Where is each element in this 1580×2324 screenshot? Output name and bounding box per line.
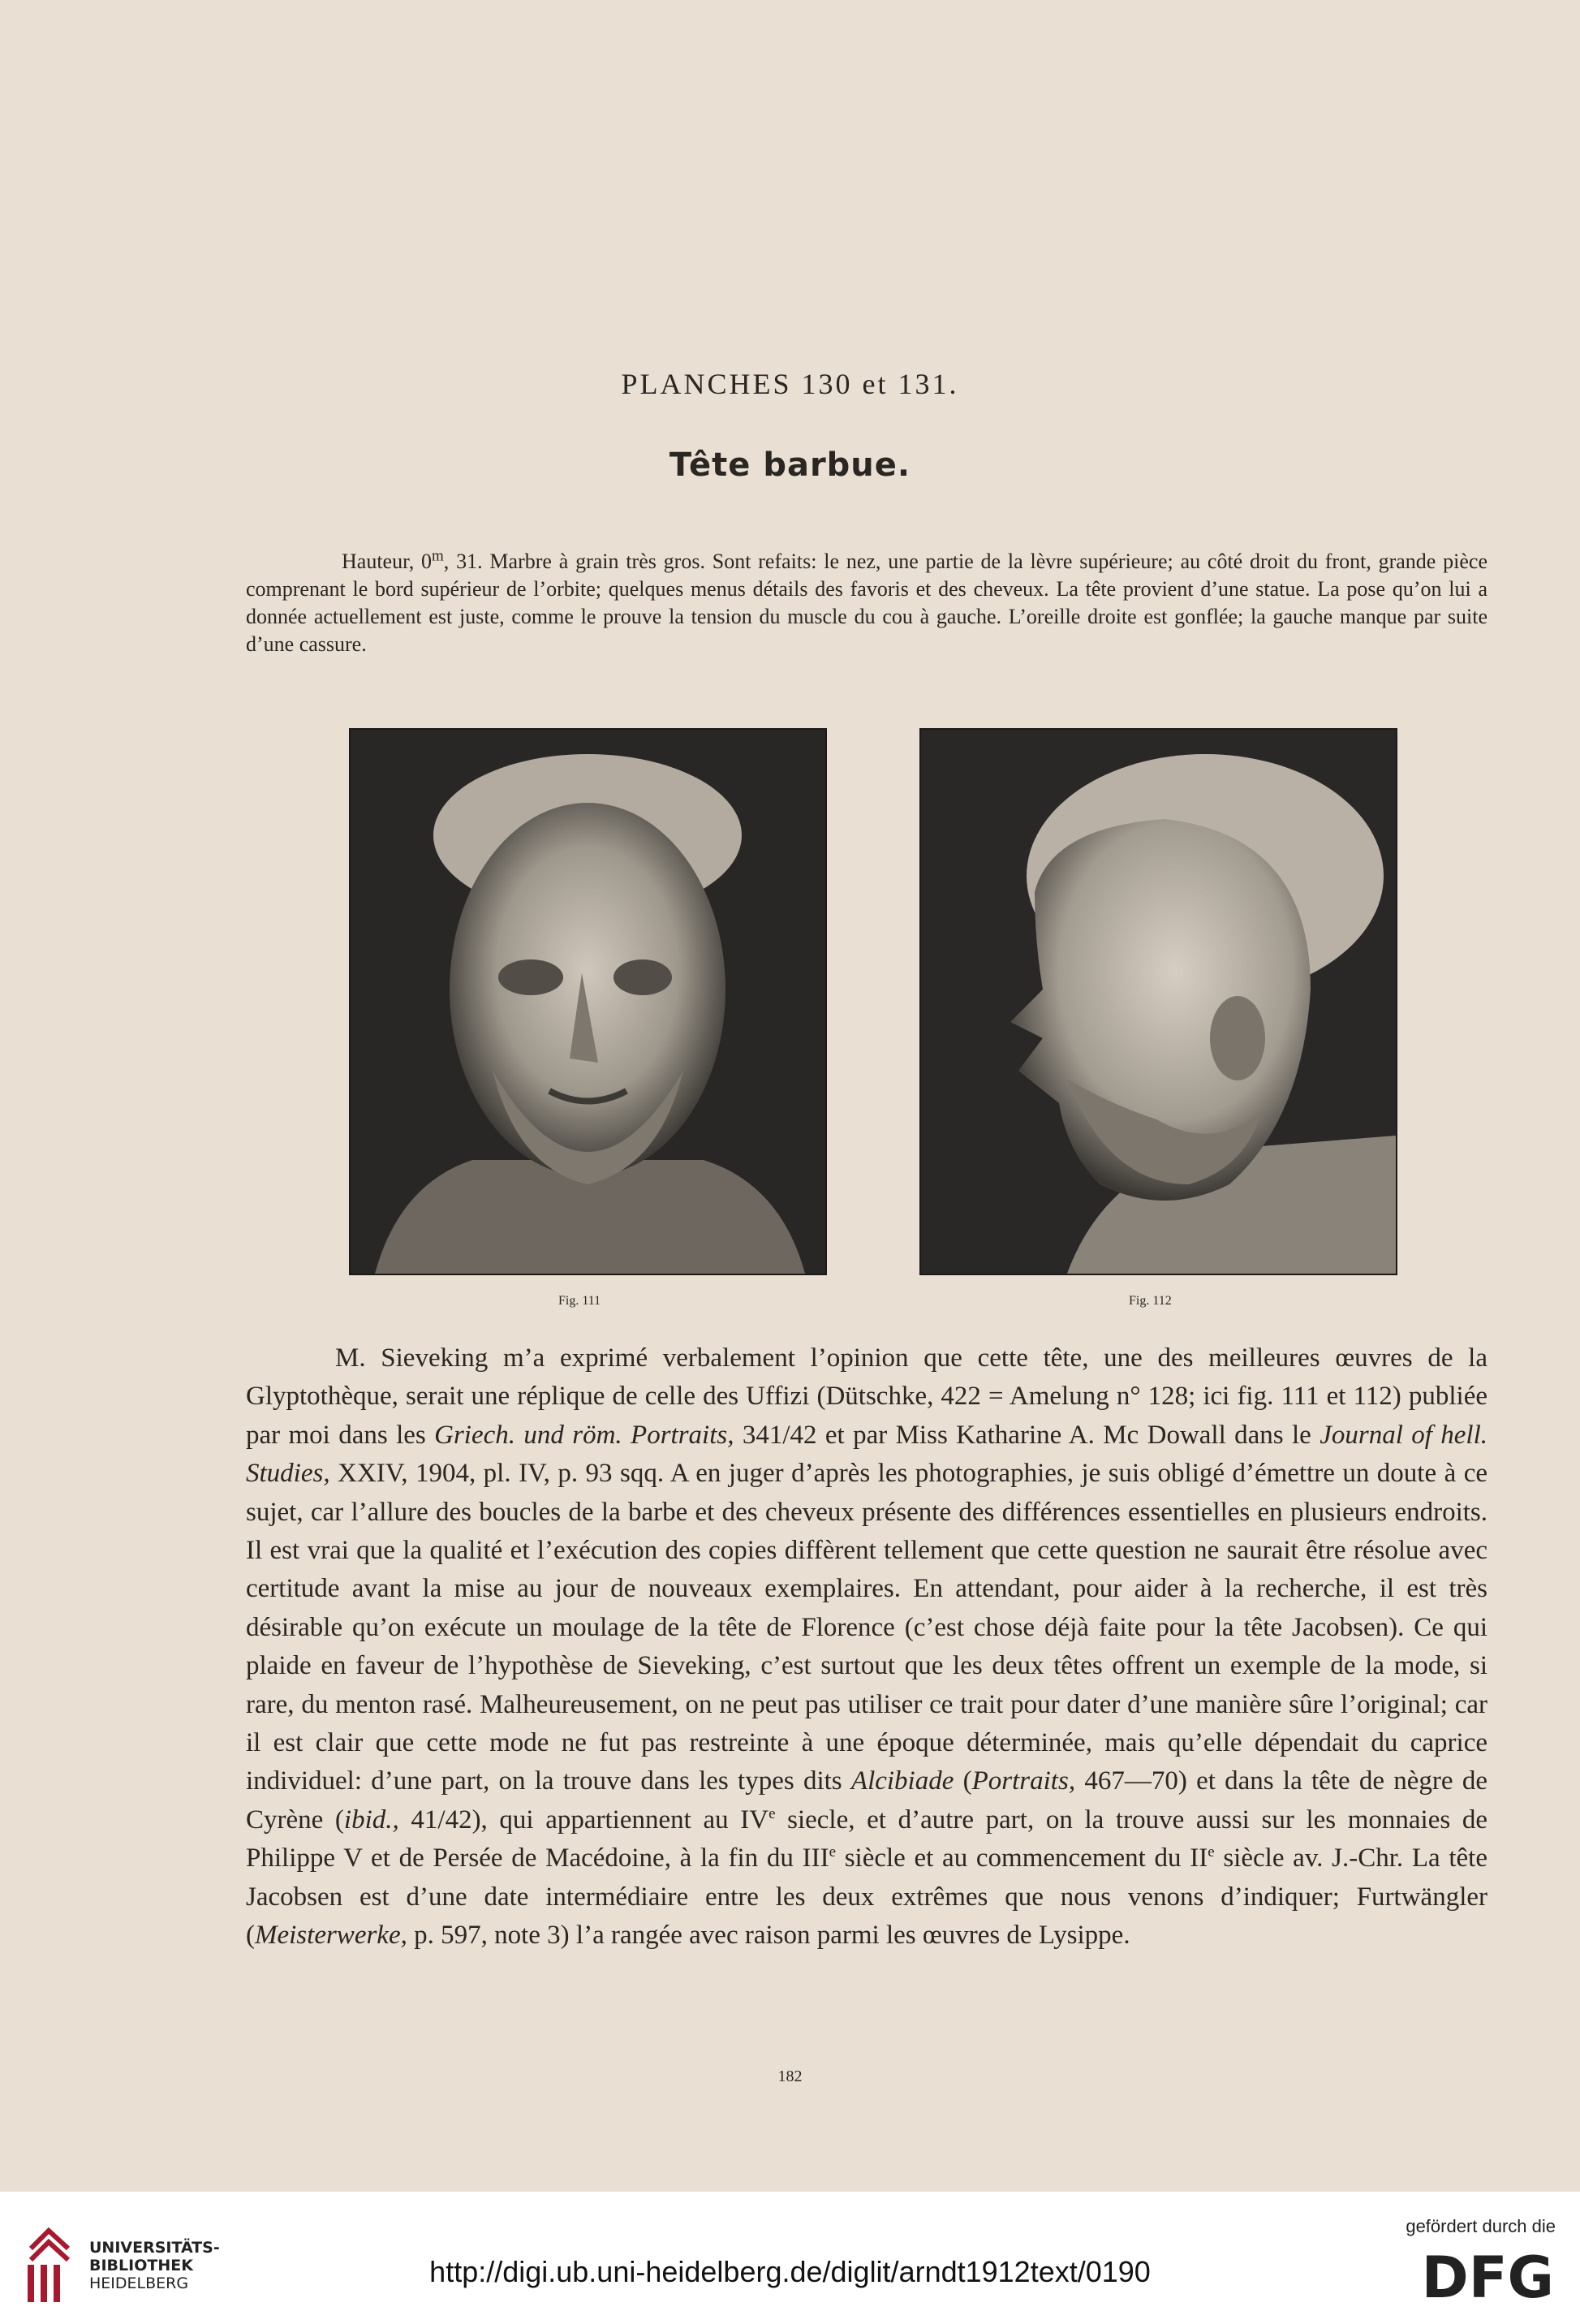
bearded-head-frontal-icon <box>351 730 825 1274</box>
figure-112-profile-head <box>919 728 1397 1275</box>
dfg-funding-caption: gefördert durch die <box>1406 2216 1556 2236</box>
source-url-link[interactable]: http://digi.ub.uni-heidelberg.de/diglit/arndt1912text/0190 <box>429 2255 1151 2288</box>
planches-heading: PLANCHES 130 et 131. <box>621 368 959 400</box>
figure-caption-111: Fig. 111 <box>558 1294 601 1308</box>
bearded-head-profile-icon <box>921 730 1396 1274</box>
main-paragraph: M. Sieveking m’a exprimé verbalement l’opinion que cette tête, une des meilleures œuvres de la Glyptothèque, serait une réplique de celle des Uffizi (Dütschke, 422 = Amelung n° 128; ici fig. 111 et 112) publiée par moi dans les Griech. und röm. Portraits, 341/42 et par Miss Katharine A. Mc Dowall dans le Journal of hell. Studies, XXIV, 1904, pl. IV, p. 93 sqq. A en juger d’après les photographies, je suis obligé d’émettre un doute à ce sujet, car l’allure des boucles de la barbe et des cheveux présente des différences essentielles en plusieurs endroits. Il est vrai que la qualité et l’exécution des copies diffèrent tellement que cette question ne saurait être résolue avec certitude avant la mise au jour de nouveaux exemplaires. En attendant, pour aider à la recherche, il est très désirable qu’on exécute un moulage de la tête de Florence (c’est chose déjà faite pour la tête Jacobsen). Ce qui plaide en faveur de l’hypothèse de Sieveking, c’est surtout que les deux têtes offrent un exemple de la mode, si rare, du menton rasé. Malheureusement, on ne peut pas utiliser ce trait pour dater d’une manière sûre l’original; car il est clair que cette mode ne fut pas restreinte à une époque déterminée, mais qu’elle dépendait du caprice individuel: d’une part, on la trouve dans les types dits Alcibiade (Portraits, 467—70) et dans la tête de nègre de Cyrène (ibid., 41/42), qui appartiennent au IVe siecle, et d’autre part, on la trouve aussi sur les monnaies de Philippe V et de Persée de Macédoine, à la fin du IIIe siècle et au commencement du IIe siècle av. J.-Chr. La tête Jacobsen est d’une date intermédiaire entre les deux extrêmes que nous venons d’indiquer; Furtwängler (Meisterwerke, p. 597, note 3) l’a rangée avec raison parmi les œuvres de Lysippe. <box>246 1343 1488 1951</box>
university-library-name: UNIVERSITÄTS- BIBLIOTHEK HEIDELBERG <box>89 2239 220 2292</box>
digitization-footer <box>0 2192 1580 2324</box>
svg-text:DFG: DFG <box>1421 2247 1554 2304</box>
dfg-logo-icon <box>1410 2247 1556 2304</box>
description-paragraph: Hauteur, 0$^m$, 31. Marbre à grain très gros. Sont refaits: le nez, une partie de la lèvre supérieure; au côté droit du front, grande pièce comprenant le bord supérieur de l’orbite; quelques menus détails des favoris et des cheveux. La tête provient d’une statue. La pose qu’on lui a donnée actuellement est juste, comme le prouve la tension du muscle du cou à gauche. L’oreille droite est gonflée; la gauche manque par suite d’une cassure. <box>246 547 1487 656</box>
figure-111-frontal-head <box>349 728 827 1275</box>
page-title: Tête barbue. <box>669 446 911 484</box>
page-number: 182 <box>777 2067 803 2085</box>
figure-caption-112: Fig. 112 <box>1129 1294 1172 1308</box>
